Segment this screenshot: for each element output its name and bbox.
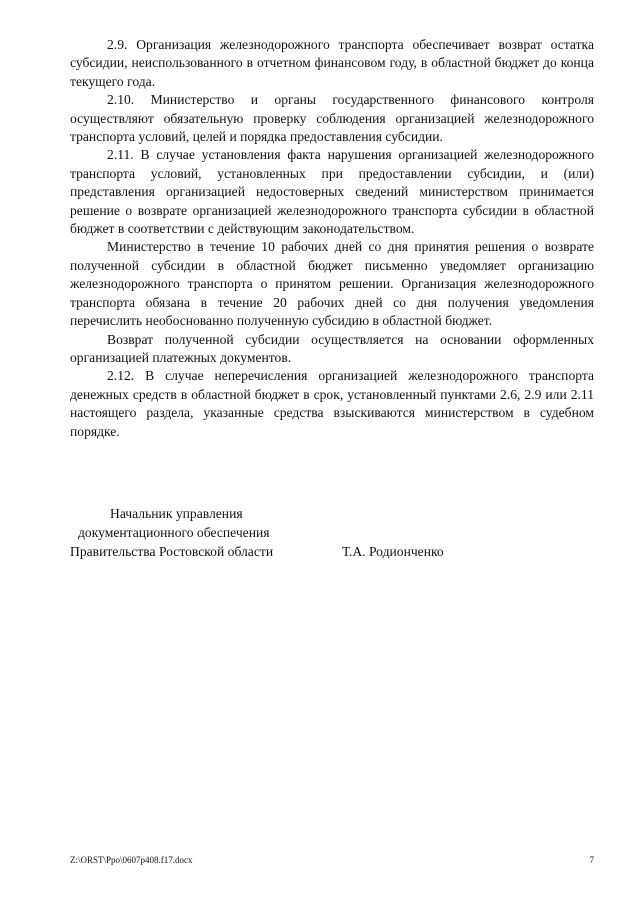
signatory-name: Т.А. Родионченко: [342, 544, 444, 559]
file-path: Z:\ORST\Ppo\0607p408.f17.docx: [70, 855, 193, 865]
document-body: [70, 36, 594, 441]
page-number: 7: [589, 855, 594, 865]
signatory-title-line-2: документационного обеспечения: [78, 525, 270, 540]
paragraph-2-9: 2.9. Организация железнодорожного транспорта обеспечивает возврат остатка субсидии, неиспользованного в отчетном финансовом году, в областной бюджет до конца текущего года.: [70, 37, 594, 89]
signatory-title-line-1: Начальник управления: [110, 506, 243, 521]
paragraph-2-11: 2.11. В случае установления факта нарушения организацией железнодорожного транспорта условий, установленных при предоставлении субсидии, и (или) представления организацией недостоверных сведений министерством принимается решение о возврате организацией железнодорожного транспорта субсидии в областной бюджет в соответствии с действующим законодательством.: [70, 147, 594, 237]
paragraph-2-10: 2.10. Министерство и органы государственного финансового контроля осуществляют обязательную проверку соблюдения организацией железнодорожного транспорта условий, целей и порядка предоставления субсидии.: [70, 92, 594, 145]
paragraph-2-12: 2.12. В случае неперечисления организацией железнодорожного транспорта денежных средств в областной бюджет в срок, установленный пунктами 2.6, 2.9 или 2.11 настоящего раздела, указанные средства взыскиваются министерством в судебном порядке.: [70, 368, 594, 439]
paragraph-refund-basis: Возврат полученной субсидии осуществляется на основании оформленных организацией платежных документов.: [70, 331, 594, 365]
paragraph-refund-notice: Министерство в течение 10 рабочих дней со дня принятия решения о возврате полученной субсидии в областной бюджет письменно уведомляет организацию железнодорожного транспорта о принятом решении. Организация железнодорожного транспорта обязана в течение 20 рабочих дней со дня получения уведомления перечислить необоснованно полученную субсидию в областной бюджет.: [70, 239, 594, 329]
signature-block: [70, 504, 570, 561]
signatory-title-line-3: Правительства Ростовской области: [70, 544, 274, 559]
